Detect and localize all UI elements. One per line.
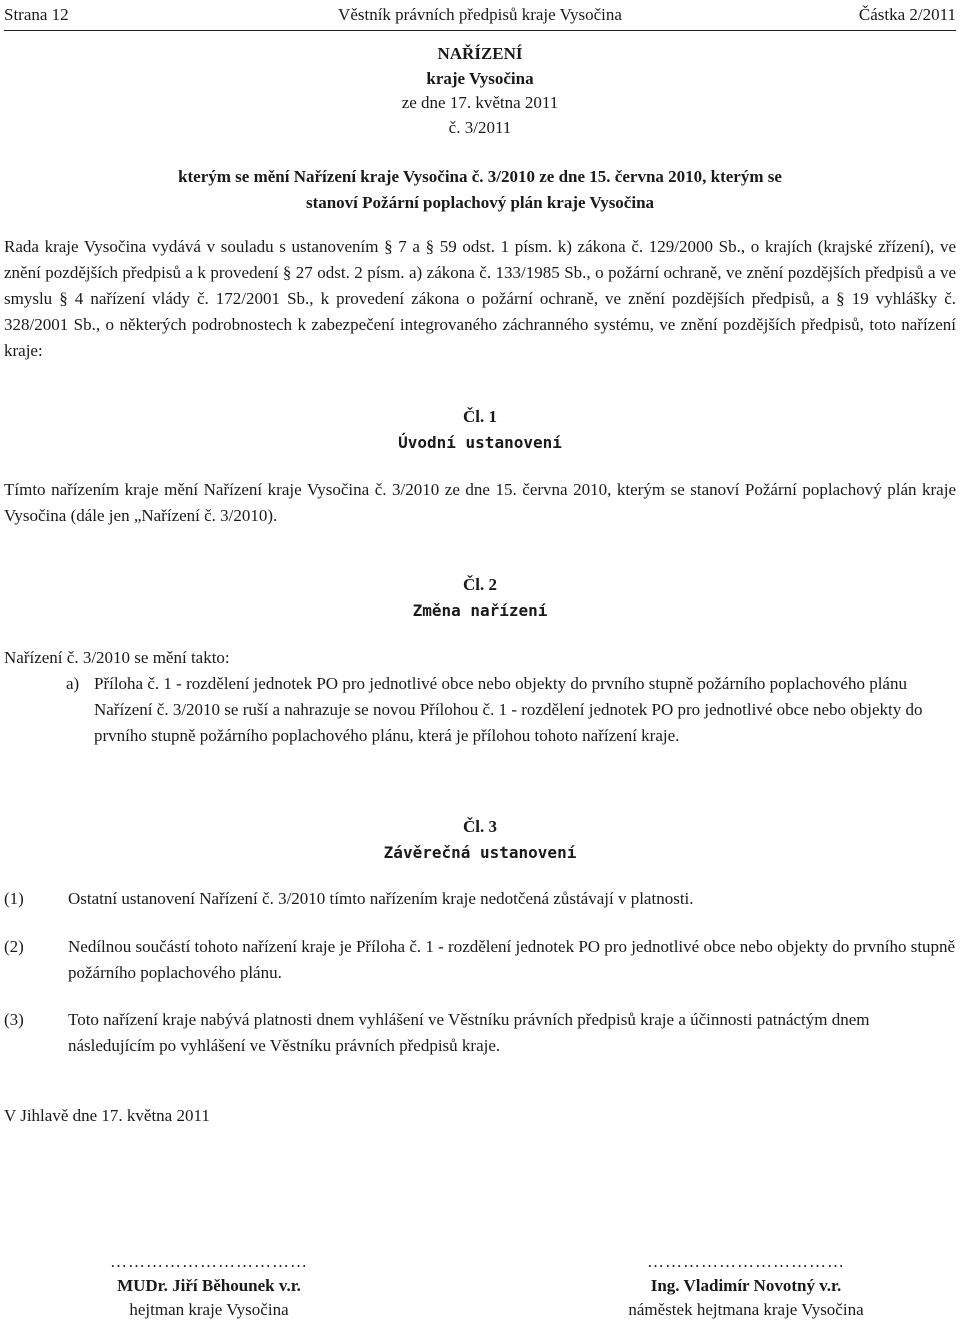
article-2-number: Čl. 2 bbox=[463, 575, 497, 594]
page-header bbox=[4, 0, 956, 31]
place-and-date: V Jihlavě dne 17. května 2011 bbox=[4, 1106, 210, 1125]
article-3-heading: Závěrečná ustanovení bbox=[383, 843, 577, 862]
item-3-text: Toto nařízení kraje nabývá platnosti dnem vyhlášení ve Věstníku právních předpisů kraje a účinnosti patnáctým dnem následujícím po vyhlášení ve Věstníku právních předpisů kraje. bbox=[68, 1010, 870, 1055]
article-3-header bbox=[4, 814, 956, 866]
article-1-number: Čl. 1 bbox=[463, 407, 497, 426]
subtitle-line-1: kterým se mění Nařízení kraje Vysočina č. 3/2010 ze dne 15. června 2010, kterým se bbox=[178, 167, 782, 186]
article-2-heading: Změna nařízení bbox=[412, 601, 548, 620]
header-page-number: Strana 12 bbox=[4, 5, 69, 24]
article-3-item-3 bbox=[4, 1007, 956, 1059]
article-3-item-1 bbox=[4, 886, 956, 912]
document-page bbox=[4, 0, 956, 1321]
signatory-name-left: MUDr. Jiří Běhounek v.r. bbox=[117, 1276, 301, 1295]
item-a-text: Příloha č. 1 - rozdělení jednotek PO pro jednotlivé obce nebo objekty do prvního stupně požárního poplachového plánu Nařízení č. 3/2010 se ruší a nahrazuje se novou Přílohou č. 1 - rozdělení jednotek PO pro jednotlivé obce nebo objekty do prvního stupně požárního poplachového plánu, která je přílohou tohoto nařízení kraje. bbox=[94, 674, 923, 745]
article-2-intro: Nařízení č. 3/2010 se mění takto: bbox=[4, 648, 230, 667]
item-a-label: a) bbox=[66, 674, 80, 693]
item-3-number: (3) bbox=[4, 1010, 24, 1029]
article-3-item-2 bbox=[4, 934, 956, 986]
header-journal-title: Věstník právních předpisů kraje Vysočina bbox=[338, 5, 622, 24]
article-2-item-a bbox=[66, 671, 956, 749]
article-1-heading: Úvodní ustanovení bbox=[398, 433, 562, 452]
regulation-subtitle bbox=[4, 164, 956, 216]
header-issue: Částka 2/2011 bbox=[858, 5, 956, 24]
title-line-4: č. 3/2011 bbox=[448, 117, 512, 137]
signatory-role-right: náměstek hejtmana kraje Vysočina bbox=[628, 1300, 864, 1319]
item-1-text: Ostatní ustanovení Nařízení č. 3/2010 tímto nařízením kraje nedotčená zůstávají v platnosti. bbox=[68, 889, 694, 908]
signatory-name-right: Ing. Vladimír Novotný v.r. bbox=[650, 1276, 842, 1295]
title-line-3: ze dne 17. května 2011 bbox=[401, 93, 559, 112]
article-1-header bbox=[4, 404, 956, 456]
preamble: Rada kraje Vysočina vydává v souladu s ustanovením § 7 a § 59 odst. 1 písm. k) zákona č. 129/2000 Sb., o krajích (krajské zřízení), ve znění pozdějších předpisů a k provedení § 27 odst. 2 písm. a) zákona č. 133/1985 Sb., o požární ochraně, ve znění pozdějších předpisů a ve smyslu § 4 nařízení vlády č. 172/2001 Sb., k provedení zákona o požární ochraně, ve znění pozdějších předpisů, a § 19 vyhlášky č. 328/2001 Sb., o některých podrobnostech k zabezpečení integrovaného záchranného systému, ve znění pozdějších předpisů, toto nařízení kraje: bbox=[4, 237, 956, 360]
item-2-text: Nedílnou součástí tohoto nařízení kraje je Příloha č. 1 - rozdělení jednotek PO pro jednotlivé obce nebo objekty do prvního stupně požárního poplachového plánu. bbox=[68, 937, 956, 982]
signature-line-right: …………………………… bbox=[647, 1252, 845, 1271]
signature-block-right bbox=[576, 1250, 916, 1322]
title-line-2: kraje Vysočina bbox=[426, 68, 534, 88]
signature-block-left bbox=[44, 1250, 374, 1322]
article-1-text: Tímto nařízením kraje mění Nařízení kraje Vysočina č. 3/2010 ze dne 15. června 2010, kterým se stanoví Požární poplachový plán kraje Vysočina (dále jen „Nařízení č. 3/2010). bbox=[4, 480, 956, 525]
item-2-number: (2) bbox=[4, 937, 24, 956]
subtitle-line-2: stanoví Požární poplachový plán kraje Vysočina bbox=[305, 193, 655, 212]
article-3-number: Čl. 3 bbox=[463, 817, 497, 836]
title-line-1: NAŘÍZENÍ bbox=[437, 44, 523, 63]
item-1-number: (1) bbox=[4, 889, 24, 908]
article-2-header bbox=[4, 572, 956, 624]
signatory-role-left: hejtman kraje Vysočina bbox=[129, 1300, 289, 1319]
signature-line-left: …………………………… bbox=[110, 1252, 308, 1271]
regulation-title bbox=[4, 42, 956, 140]
